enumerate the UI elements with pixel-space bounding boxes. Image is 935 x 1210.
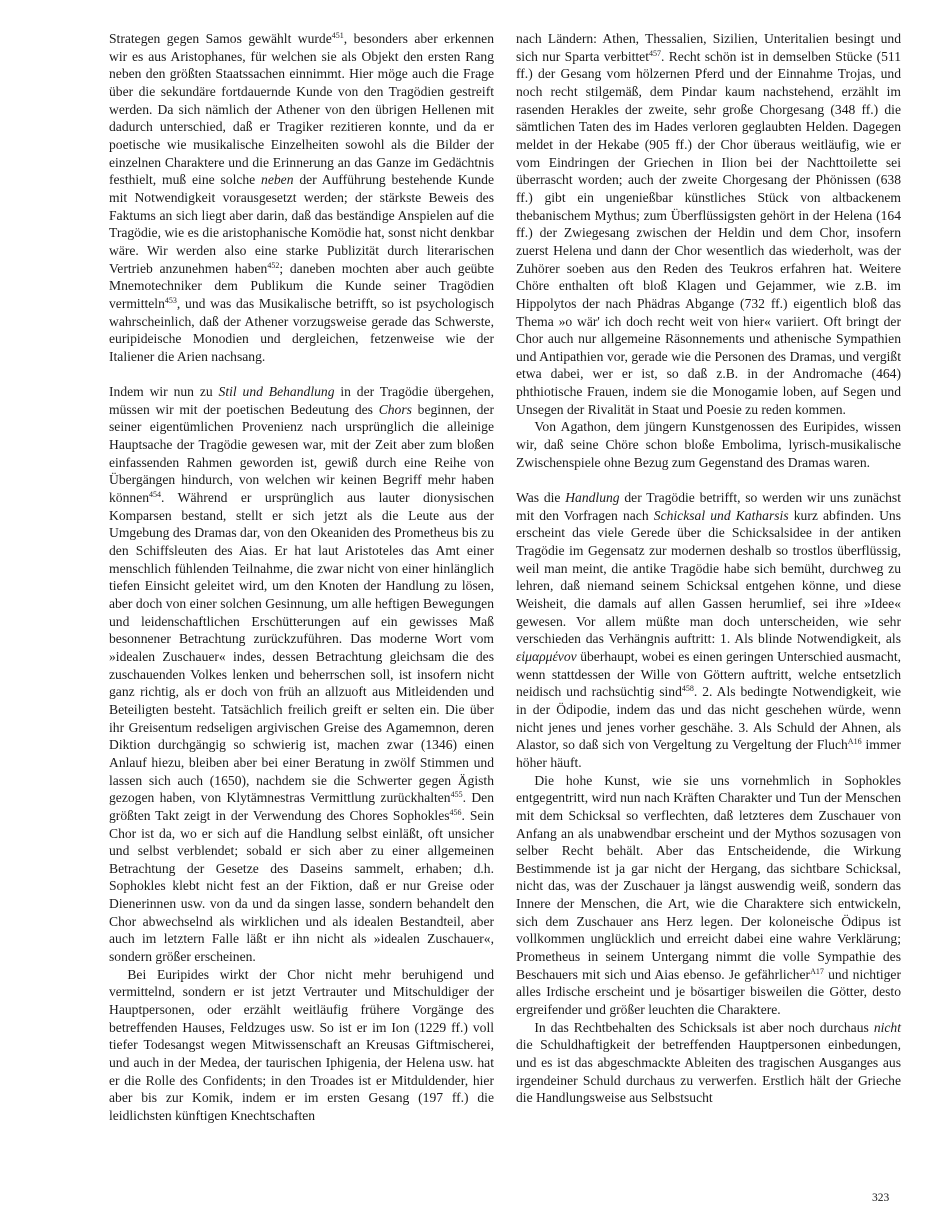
text-run: In das Rechtbehalten des Schicksals ist aber noch durchaus <box>534 1019 874 1035</box>
footnote-ref: 457 <box>649 48 661 58</box>
text-run: Strategen gegen Samos gewählt wurde <box>109 31 332 46</box>
text-run: , besonders aber erkennen wir es aus Aristophanes, für welchen sie als Objekt den ersten Rang neben den größten Staatssachen einnimmt. Hier möge auch die Frage über die sekundäre fortdauernde Kunde von den Tragödien gestreift werden. Da sich nämlich der Athener von den übrigen Hellenen mit dadurch unterschied, daß er Tragiker rezitieren konnte, und da er poetische wie musikalische Einzelheiten sowohl als die Bilder der einzelnen Charaktere und die Erinnerung an das Ganze im Gedächtnis festhielt, muß eine solche <box>109 31 494 188</box>
text-run: ; daneben mochten aber auch geübte Mnemotechniker dem Publikum die Kunde seiner Tragödien vermitteln <box>109 260 495 311</box>
text-run: kurz abfinden. Uns erscheint das viele Gerede über die Schicksalsidee in der antiken Tragödie im Gegensatz zur modernen deshalb so trostlos überflüssig, weil man meint, die antike Tragödie habe sich bemüht, durchweg zu lehren, daß niemand seinem Schicksal entgehen könne, und diese Weisheit, die damals auf allen Gassen herumlief, sei ihre »Idee« gewesen. Vor allem müßte man doch unterscheiden, wie sehr verschieden das Verhängnis auftritt: 1. Als blinde Notwendigkeit, als <box>516 507 902 647</box>
italic-run: Handlung <box>565 490 620 506</box>
right-paragraph <box>516 772 901 1019</box>
footnote-ref: 454 <box>149 490 162 500</box>
text-run: die Schuldhaftigkeit der betreffenden Hauptpersonen einbedungen, und es ist das abgeschmackte Ableiten des tragischen Ausganges aus irgendeiner Schuld durchaus zu verwerfen. Erstlich hält der Grieche die Handlungsweise aus Selbstsucht <box>516 1037 901 1106</box>
text-run: der Tragödie betrifft, so werden wir uns zunächst mit den Vorfragen nach <box>516 490 901 523</box>
footnote-ref: 458 <box>681 684 694 694</box>
text-run: der Aufführung bestehende Kunde mit Notwendigkeit vorausgesetzt werden; der stärkste Beweis des Faktums an sich liegt aber darin, daß das beständige Anspielen auf die Tragödie, wie es die aristophanische Komödie hat, sonst nicht denkbar wäre. Wir werden also eine starke Publizität durch literarischen Vertrieb anzunehmen haben <box>109 172 494 276</box>
footnote-ref: 455 <box>450 790 463 800</box>
left-paragraph <box>109 383 494 966</box>
right-paragraph <box>516 418 901 471</box>
footnote-ref: 453 <box>164 295 177 305</box>
left-paragraph <box>109 30 494 365</box>
italic-run: Chors <box>378 401 412 417</box>
text-run: nach Ländern: Athen, Thessalien, Sizilien, Unteritalien besingt und sich nur Sparta verbittet <box>516 31 901 64</box>
italic-run: nicht <box>873 1019 901 1035</box>
text-run: Was die <box>516 490 566 506</box>
text-run: in der Tragödie übergehen, müssen wir mit der poetischen Bedeutung des <box>109 384 494 417</box>
text-run: . Während er ursprünglich aus lauter dionysischen Komparsen bestand, stellt er sich jetzt als die Leute aus der Umgebung des Dramas dar, von den Okeaniden des Prometheus bis zu den Schiffsleuten des Aias. Er hat laut Aristoteles das Amt einer menschlich fühlenden Teilnahme, die zwar nicht von einer hinlänglich tiefen Einsicht geleitet wird, um den Knoten der Handlung zu lösen, aber doch von einer solchen Gesinnung, um alle heftigen Bewegungen und leidenschaftlichen Erschütterungen auf ein gewisses Maß besonnener Betrachtung zurückzuführen. Das moderne Wort vom »idealen Zuschauer« indes, dessen Betrachtung gleichsam die des zuschauenden Volkes lenken und beherrschen soll, ist insofern nicht ganz richtig, als er doch von früh an allzuoft aus Mitleidenden und Beteiligten besteht. Tatsächlich freilich greift er selten ein. Die über ihr Greisentum redseligen argivischen Greise des Agamemnon, deren Diktion durchgängig so schwierig ist, machen zwar (1346) einen Anlauf hiezu, bleiben aber bei einer Beratung in zwölf Stimmen und lassen sich auch (1650), nachdem sie die Schwerter gegen Ägisth gezogen haben, von Klytämnestras Vermittlung zurückhalten <box>109 490 494 806</box>
footnote-ref: 451 <box>331 31 344 40</box>
right-paragraph <box>516 1019 901 1107</box>
footnote-ref: A16 <box>847 737 862 747</box>
footnote-ref: 452 <box>267 260 280 270</box>
page-number: 323 <box>872 1192 890 1204</box>
text-run: . 2. Als bedingte Notwendigkeit, wie in der Ödipodie, indem das und das nicht geschehen würde, wenn nicht jenes und jenes vorher geschähe. 3. Als Schuld der Ahnen, als Alastor, so daß sich von Vergeltung zu Vergeltung der Fluch <box>516 684 901 753</box>
right-paragraph <box>516 489 901 772</box>
text-run: beginnen, der seiner eigentümlichen Provenienz nach ursprünglich die alleinige Hauptsache der Tragödie gewesen war, mit der Zeit aber zum bloßen einfassenden Rahmen geworden ist, gewiß durch eine Reihe von Übergängen hindurch, von welchen wir keinen Begriff mehr haben können <box>109 401 494 506</box>
left-paragraph <box>109 966 494 1125</box>
italic-run: neben <box>261 172 294 188</box>
text-run: Bei Euripides wirkt der Chor nicht mehr beruhigend und vermittelnd, sondern er ist jetzt Vertrauter und Mitschuldiger der Hauptpersonen, oder erzählt weitläufig frühere Vorgänge des betreffenden Hauses, Feldzuges usw. So ist er im Ion (1229 ff.) voll tiefer Todesangst wegen Mitwissenschaft an Kreusas Giftmischerei, und auch in der Medea, der taurischen Iphigenia, der Helena usw. hat er die Rolle des Confidents; in den Troades ist er Mitduldender, hier aber bis zur Komik, indem er im ersten Gesang (197 ff.) die leidlichsten künftigen Knechtschaften <box>109 966 494 1124</box>
text-run: . Recht schön ist in demselben Stücke (511 ff.) der Gesang vom hölzernen Pferd und der Einnahme Trojas, und noch recht stilgemäß, dem Pindar kaum nachstehend, erzählt im rasenden Herakles der zweite, sehr große Chorgesang (348 ff.) die sämtlichen Taten des im Hades verloren geglaubten Helden. Dagegen meldet in der Hekabe (905 ff.) der Chor überaus weitläufig, wie er vom Eindringen der Griechen in Ilion bei der Nachttoilette sei überrascht worden; auch der zweite Chorgesang der Phönissen (638 ff.) gibt ein ungenießbar künstliches Stück von altbackenem thebanischem Mythus; zum Überflüssigsten gehört in der Helena (164 ff.) der Zwiegesang zwischen der Heldin und dem Chor, insofern zuerst Helena und dann der Chor wesentlich das wiederholt, was der Zuhörer soeben aus den Reden des Teukros erfahren hat. Weitere Chöre enthalten oft bloß Klagen und Gejammer, wie z.B. im Hippolytos der nach Phädras Abgange (732 ff.) eigentlich bloß das Thema »o wär' ich doch recht weit von hier« variiert. Oft bringt der Chor auch nur allgemeine Räsonnements und athenische Sympathien und Antipathien vor, gerade wie die Personen des Dramas, und vergißt etwa dabei, wer er ist, so daß z.B. in der Andromache (464) phthiotische Frauen, indem sie die Monogamie loben, auf Segen und Unsegen der Rivalität in Staat und Poesie zu reden kommen. <box>516 48 901 417</box>
text-run: Von Agathon, dem jüngern Kunstgenossen des Euripides, wissen wir, daß seine Chöre schon bloße Embolima, lyrisch-musikalische Zwischenspiele ohne Bezug zum Gegenstand des Dramas waren. <box>516 419 901 470</box>
text-run: überhaupt, wobei es einen geringen Unterschied ausmacht, wenn stattdessen der Wille von Göttern auftritt, welche entsetzlich neidisch und rachsüchtig sind <box>516 648 901 700</box>
italic-run: Stil und Behandlung <box>218 384 335 400</box>
text-run: immer höher häuft. <box>516 737 902 770</box>
text-run: Indem wir nun zu <box>109 384 219 400</box>
right-column <box>516 30 901 1107</box>
text-run: , und was das Musikalische betrifft, so ist psychologisch wahrscheinlich, daß der Athener vorzugsweise gerade das Schwerste, euripideische Monodien und dergleichen, fetzenweise wie der Italiener die Arien nachsang. <box>109 295 494 364</box>
text-run: und nichtiger alles Irdische erscheint und je bösartiger bisweilen die Götter, desto ergreifender und größer leuchten die Charaktere. <box>516 966 901 1018</box>
italic-run: εἱμαρμένον <box>516 648 577 664</box>
text-run: Die hohe Kunst, wie sie uns vornehmlich in Sophokles entgegentritt, wird nun nach Kräften Charakter und Tun der Menschen mit dem Schicksal so verflechten, daß letzteres dem Zuschauer von Anfang an als unabwendbar erscheint und der Mythos sozusagen von selber Recht behält. Aber das Entscheidende, die Wirkung Bestimmende ist ja gar nicht der Hergang, das sichtbare Schicksal, nicht das, was der Zuschauer ja längst auswendig weiß, sondern das Innere der Menschen, die Art, wie die Charaktere sich entwickeln, sich dem Zuschauer ans Herz legen. Der koloneische Ödipus ist vollkommen unglücklich und erreicht dabei eine wahre Verklärung; Prometheus in seinem Untergang nimmt die volle Sympathie des Beschauers mit sich und Aias ebenso. Je gefährlicher <box>516 772 901 982</box>
footnote-ref: 456 <box>449 807 462 817</box>
text-run: . Sein Chor ist da, wo er sich auf die Handlung selbst einläßt, oft unsicher und selbst verblendet; sobald er sich aber zu einer allgemeinen Betrachtung der Gesetze des Daseins sammelt, erhaben; d.h. Sophokles klebt nicht fest an der Fiktion, daß er nur Greise oder Dienerinnen usw. von da und da singen lasse, sondern behandelt den Chor abwechselnd als wirklichen und als idealen Bestandteil, aber auch im letztern Falle läßt er ihn nicht als »idealen Zuschauer«, sondern größer erscheinen. <box>109 807 494 965</box>
text-run: . Den größten Takt zeigt in der Verwendung des Chores Sophokles <box>109 790 494 823</box>
right-paragraph <box>516 30 901 418</box>
footnote-ref: A17 <box>810 966 824 976</box>
italic-run: Schicksal und Katharsis <box>653 507 789 523</box>
left-column <box>109 30 494 1125</box>
